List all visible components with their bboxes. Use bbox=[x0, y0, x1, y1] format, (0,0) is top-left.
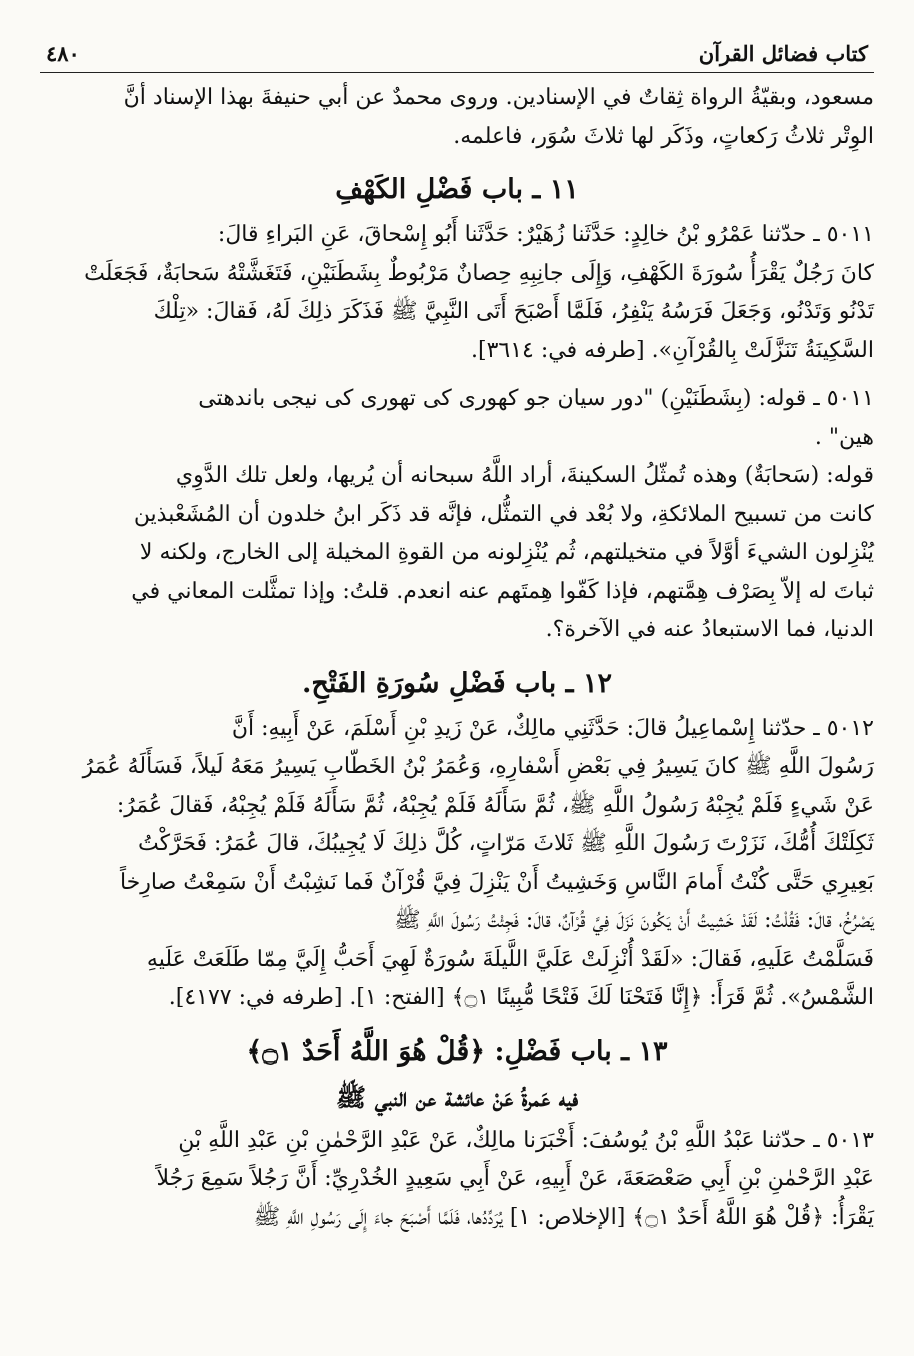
hadith-line: عَنْ شَيءٍ فَلَمْ يُجِبْهُ رَسُولُ اللَّهِ ﷺ، ثُمَّ سَأَلَهُ فَلَمْ يُجِبْهُ، ثُمَّ سَأَلَهُ فَلَمْ يُجِبْهُ، فَقالَ عُمَرُ: bbox=[116, 792, 874, 818]
hadith-line: عَبْدِ الرَّحْمٰنِ بْنِ أَبِي صَعْصَعَةَ، عَنْ أَبِيهِ، عَنْ أَبِي سَعِيدٍ الخُدْرِيِّ: أَنَّ رَجُلاً سَمِعَ رَجُلاً bbox=[156, 1166, 874, 1191]
intro-line: مسعود، وبقيّةُ الرواة ثِقاتٌ في الإسنادين. وروى محمدٌ عن أبي حنيفةَ بهذا الإسناد أنَّ bbox=[123, 85, 874, 110]
commentary-line: كانت من تسبيح الملائكةِ، ولا بُعْد في التمثُّل، فإنَّه قد ذَكَر ابنُ خلدون أن المُشَعْبذين bbox=[133, 501, 874, 527]
note-5011 bbox=[40, 380, 874, 457]
hadith-line: بَعِيرِي حَتَّى كُنْتُ أَمامَ النَّاسِ وَخَشِيتُ أَنْ يَنْزِلَ فِيَّ قُرْآنٌ فَما نَشِبْتُ أَنْ سَمِعْتُ صارِخاً bbox=[119, 869, 874, 895]
hadith-line: ٥٠١٢ ـ حدّثنا إِسْماعِيلُ قالَ: حَدَّثَنِي مالِكٌ، عَنْ زَيدِ بْنِ أَسْلَمَ، عَنْ أَبِيهِ: أَنَّ bbox=[231, 715, 874, 741]
hadith-line: فَسَلَّمْتُ عَلَيهِ، فَقالَ: «لَقَدْ أُنْزِلَتْ عَلَيَّ اللَّيلَةَ سُورَةٌ لَهِيَ أَحَبُّ إِلَيَّ مِمّا طَلَعَتْ عَلَيهِ bbox=[146, 946, 874, 972]
commentary-line: قوله: (سَحابَةٌ) وهذه تُمثّلُ السكينةَ، أراد اللَّهُ سبحانه أن يُريها، ولعل تلك الدَّوِي bbox=[175, 463, 874, 488]
hadith-line: رَسُولَ اللَّهِ ﷺ كانَ يَسِيرُ فِي بَعْضِ أَسْفارِهِ، وَعُمَرُ بْنُ الخَطّابِ يَسِيرُ مَعَهُ لَيلاً، فَسَأَلَهُ عُمَرُ bbox=[82, 754, 874, 779]
running-head bbox=[40, 40, 874, 73]
hadith-5011 bbox=[40, 216, 874, 370]
note-line: ٥٠١١ ـ قوله: (بِشَطَنَيْنِ) "دور سيان جو كهورى كى تهورى كى نيجى باندهتى bbox=[198, 386, 874, 411]
hadith-line: الشَّمْسُ». ثُمَّ قَرَأَ: ﴿إِنَّا فَتَحْنَا لَكَ فَتْحًا مُّبِينًا ۝١﴾ [الفتح: ١]. [طرفه في: ٤١٧٧]. bbox=[168, 985, 874, 1010]
book-title: كتاب فضائل القرآن bbox=[698, 41, 868, 66]
commentary-line: ثباتَ له إلاّ بِصَرْف هِمَّتهم، فإذا كَفّوا هِمتَهم عنه انعدم. قلتُ: وإذا تمثَّلت المعاني في bbox=[131, 578, 874, 604]
hadith-5012 bbox=[40, 710, 874, 1018]
commentary-line: الدنيا، فما الاستبعادُ عنه في الآخرة؟. bbox=[545, 617, 874, 642]
hadith-line: السَّكِينَةُ تَنَزَّلَتْ بِالقُرْآنِ». [طرفه في: ٣٦١٤]. bbox=[470, 337, 874, 363]
chapter-13-title: ١٣ ـ باب فَضْلِ: ﴿قُلْ هُوَ اللَّهُ أَحَدٌ ۝١﴾ bbox=[246, 1035, 668, 1067]
commentary-5011 bbox=[40, 457, 874, 650]
chapter-13-subtitle: فيه عَمرةُ عَنْ عائشة عن النبي ﷺ bbox=[335, 1082, 579, 1112]
commentary-line: يُنْزِلون الشيءَ أوَّلاً في متخيلتهم، ثُم يُنْزِلونه من القوةِ المخيلة إلى الخارج، ولكنه لا bbox=[139, 540, 874, 565]
hadith-line: ٥٠١١ ـ حدّثنا عَمْرُو بْنُ خالِدٍ: حَدَّثَنا زُهَيْرٌ: حَدَّثَنا أَبُو إِسْحاقَ، عَنِ البَراءِ قالَ: bbox=[217, 222, 874, 247]
hadith-line: ٥٠١٣ ـ حدّثنا عَبْدُ اللَّهِ بْنُ يُوسُفَ: أَخْبَرَنا مالِكٌ، عَنْ عَبْدِ الرَّحْمٰنِ بْنِ عَبْدِ اللَّهِ بْنِ bbox=[178, 1127, 874, 1153]
intro-paragraph bbox=[40, 79, 874, 156]
hadith-line: يَقْرَأُ: ﴿قُلْ هُوَ اللَّهُ أَحَدٌ ۝١﴾ [الإخلاص: ١] يُرَدِّدُها، فَلَمَّا أَصْبَحَ جاءَ إِلَى رَسُولِ اللَّهِ ﷺ bbox=[253, 1204, 874, 1230]
hadith-5013 bbox=[40, 1122, 874, 1238]
hadith-line: تَدْنُو وَتَدْنُو، وَجَعَلَ فَرَسُهُ يَنْفِرُ، فَلَمَّا أَصْبَحَ أَتَى النَّبِيَّ ﷺ فَذَكَرَ ذلِكَ لَهُ، فَقالَ: «تِلْكَ bbox=[153, 299, 874, 324]
note-line: هين" . bbox=[814, 424, 874, 450]
hadith-line: كانَ رَجُلٌ يَقْرَأُ سُورَةَ الكَهْفِ، وَإِلَى جانِبِهِ حِصانٌ مَرْبُوطٌ بِشَطَنَيْنِ، فَتَغَشَّتْهُ سَحابَةٌ، فَجَعَلَتْ bbox=[84, 260, 874, 286]
hadith-line: ثَكِلَتْكَ أُمُّكَ، نَزَرْتَ رَسُولَ اللَّهِ ﷺ ثَلاثَ مَرّاتٍ، كُلَّ ذلِكَ لَا يُجِيبُكَ، قالَ عُمَرُ: فَحَرَّكْتُ bbox=[138, 831, 874, 856]
page-number: ٤٨٠ bbox=[46, 41, 80, 66]
chapter-11-title: ١١ ـ باب فَضْلِ الكَهْفِ bbox=[335, 174, 579, 205]
gap bbox=[40, 370, 874, 380]
hadith-line: يَصْرُخُ، قالَ: فَقُلْتُ: لَقَدْ خَشِيتُ أَنْ يَكُونَ نَزَلَ فِيَّ قُرْآنٌ، قالَ: فَجِئْتُ رَسُولَ اللَّهِ ﷺ bbox=[394, 908, 874, 933]
chapter-12-title: ١٢ ـ باب فَضْلِ سُورَةِ الفَتْحِ. bbox=[302, 667, 612, 699]
intro-line: الوِتْر ثلاثُ رَكعاتٍ، وذَكَر لها ثلاثَ سُوَر، فاعلمه. bbox=[453, 123, 874, 149]
